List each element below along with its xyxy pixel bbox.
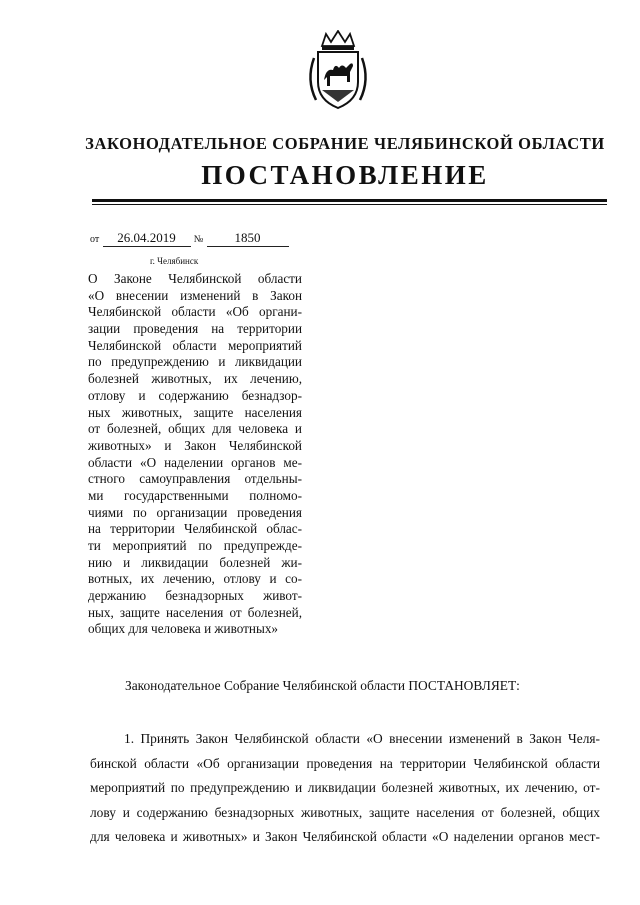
body-line: мероприятий по предупреждению и ликвидации болезней животных, их лечению, от- — [90, 780, 600, 795]
subject-line: болезней животных, их лечению, — [88, 371, 302, 387]
resolution-preamble: Законодательное Собрание Челябинской области ПОСТАНОВЛЯЕТ: — [125, 678, 520, 693]
body-line: для человека и животных» и Закон Челябинской области «О наделении органов мест- — [90, 829, 600, 844]
subject-line: ных животных, защите населения — [88, 404, 302, 420]
document-number: 1850 — [207, 230, 289, 247]
subject-line: зации проведения на территории — [88, 321, 302, 337]
subject-line: ных, защите населения от болезней, — [88, 604, 302, 620]
subject-line: по предупреждению и ликвидации — [88, 354, 302, 370]
header-divider-thick — [92, 199, 607, 202]
city-label: г. Челябинск — [150, 256, 199, 266]
subject-line: О Законе Челябинской области — [88, 271, 302, 286]
resolution-body — [90, 727, 600, 850]
subject-line: Челябинской области мероприятий — [88, 337, 302, 353]
body-line: лову и содержанию безнадзорных животных, защите населения от болезней, общих — [90, 804, 600, 820]
document-subject — [88, 271, 302, 638]
subject-line: животных» и Закон Челябинской — [88, 437, 302, 453]
body-line: бинской области «Об организации проведения на территории Челябинской области — [90, 755, 600, 771]
subject-line: отлову и содержанию безнадзор- — [88, 387, 302, 403]
date-prefix: от — [90, 234, 100, 245]
subject-line: общих для человека и животных» — [88, 621, 279, 637]
subject-line: «О внесении изменений в Закон — [88, 287, 302, 303]
subject-line: стного самоуправления отдельны- — [88, 471, 302, 487]
subject-line: ти мероприятий по предупрежде- — [88, 538, 302, 553]
subject-line: держанию безнадзорных живот- — [88, 588, 302, 604]
subject-line: вотных, их лечению, отлову и со- — [88, 571, 302, 587]
coat-of-arms-icon — [300, 30, 376, 112]
organization-title: ЗАКОНОДАТЕЛЬНОЕ СОБРАНИЕ ЧЕЛЯБИНСКОЙ ОБЛАСТИ — [85, 134, 605, 153]
subject-line: Челябинской области «Об органи- — [88, 304, 302, 320]
document-meta — [90, 230, 289, 247]
number-prefix: № — [193, 234, 204, 245]
subject-line: от болезней, общих для человека и — [88, 421, 302, 437]
subject-line: ми государственными полномо- — [88, 487, 302, 503]
subject-line: области «О наделении органов ме- — [88, 454, 302, 470]
document-date: 26.04.2019 — [103, 230, 191, 247]
subject-line: на территории Челябинской облас- — [88, 521, 302, 537]
document-type-heading: ПОСТАНОВЛЕНИЕ — [201, 160, 489, 190]
body-line: 1. Принять Закон Челябинской области «О внесении изменений в Закон Челя- — [124, 731, 600, 746]
subject-line: нию и ликвидации болезней жи- — [88, 554, 302, 570]
header-divider-thin — [92, 204, 607, 205]
subject-line: чиями по организации проведения — [88, 504, 302, 520]
